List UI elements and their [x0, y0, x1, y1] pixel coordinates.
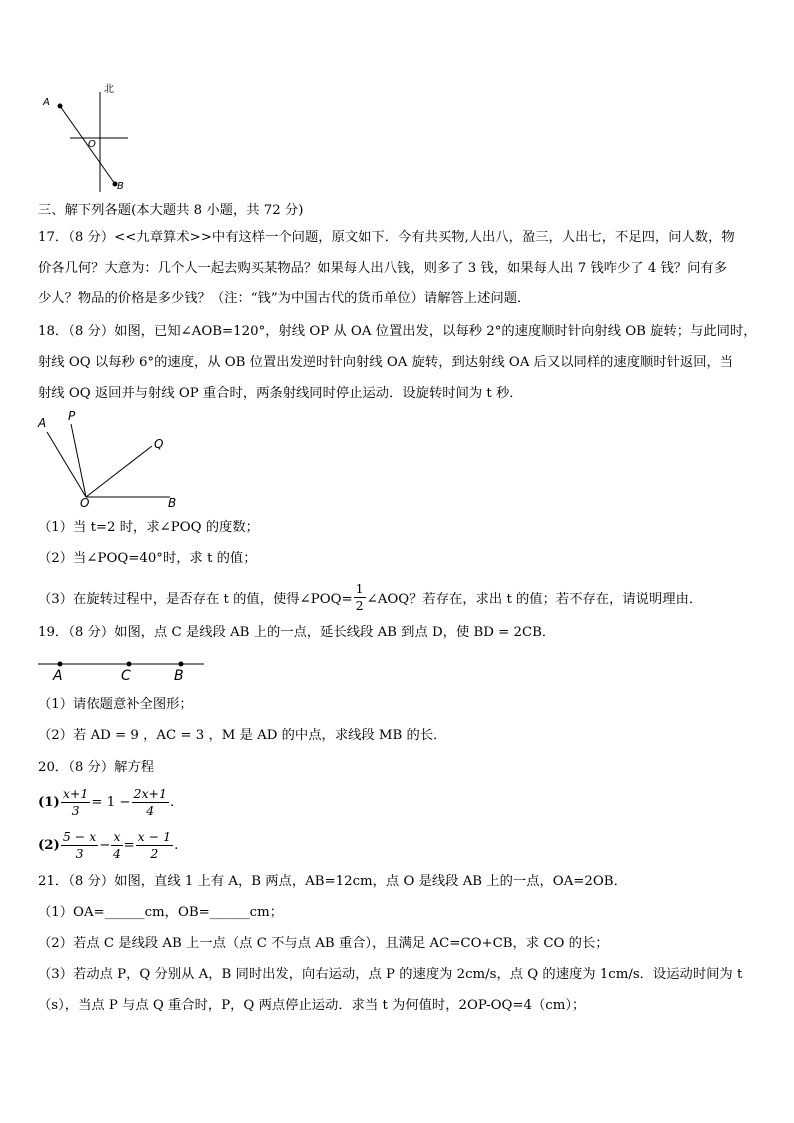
q18-line2: 射线 OQ 以每秒 6°的速度，从 OB 位置出发逆时针向射线 OA 旋转，到达射线 OA 后又以同样的速度顺时针返回，当	[38, 355, 734, 370]
segment-c-label: C	[121, 668, 131, 684]
angle-p-label: P	[68, 409, 76, 423]
q18-line1: 18．（8 分）如图，已知∠AOB=120°，射线 OP 从 OA 位置出发，以每秒 2°的速度顺时针向射线 OB 旋转；与此同时，	[38, 324, 757, 339]
segment-a-label: A	[53, 668, 63, 684]
q20-eq1-label: (1)	[38, 794, 60, 810]
angle-o-label: O	[80, 496, 90, 510]
q20-eq1-num2: 2x+1	[133, 785, 167, 801]
q20-eq2-end: .	[174, 837, 179, 853]
q20-eq2-num3: x − 1	[137, 828, 172, 844]
q20-eq1-end: .	[169, 794, 175, 810]
q18-sub2: （2）当∠POQ=40°时，求 t 的值；	[38, 551, 257, 566]
q20-eq2-op: −	[99, 837, 111, 853]
q20-eq2-den2: 4	[112, 845, 121, 861]
q20-eq2-num1: 5 − x	[62, 828, 97, 844]
q20-eq2-frac1	[61, 829, 98, 862]
q19-line1: 19．（8 分）如图，点 C 是线段 AB 上的一点，延长线段 AB 到点 D，使 BD = 2CB．	[38, 625, 556, 640]
q20-line1: 20．（8 分）解方程	[38, 760, 155, 775]
point-o-label: O	[88, 139, 96, 150]
angle-a-label: A	[38, 416, 47, 430]
q21-line1: 21．（8 分）如图，直线 1 上有 A，B 两点，AB=12cm，点 O 是线段 AB 上的一点，OA=2OB．	[38, 874, 627, 889]
q20-eq2-den3: 2	[150, 845, 159, 861]
q20-eq2-eq: =	[123, 837, 135, 853]
angle-q-label: Q	[154, 437, 164, 451]
q21-sub2: （2）若点 C 是线段 AB 上一点（点 C 不与点 AB 重合），且满足 AC=CO+CB，求 CO 的长；	[38, 936, 609, 951]
segment-b-label: B	[174, 668, 184, 684]
q17-line1: 17．（8 分）<<九章算术>>中有这样一个问题，原文如下．今有共买物,人出八，盈三，人出七，不足四，问人数，物	[38, 230, 735, 245]
q20-eq1-den2: 4	[146, 802, 155, 818]
section-heading: 三、解下列各题(本大题共 8 小题，共 72 分)	[38, 203, 304, 218]
angle-b-label: B	[168, 496, 177, 510]
q18-sub3-pre: （3）在旋转过程中，是否存在 t 的值，使得∠POQ=	[38, 591, 353, 607]
q17-line3: 少人？物品的价格是多少钱？（注：“钱”为中国古代的货币单位）请解答上述问题．	[38, 291, 531, 306]
q21-sub3a: （3）若动点 P，Q 分别从 A，B 同时出发，向右运动，点 P 的速度为 2cm/s，点 Q 的速度为 1cm/s．设运动时间为 t	[38, 967, 743, 982]
q18-sub3-den: 2	[355, 597, 364, 613]
q18-line3: 射线 OQ 返回并与射线 OP 重合时，两条射线同时停止运动．设旋转时间为 t 秒．	[38, 386, 523, 401]
q20-eq2-label: (2)	[38, 837, 60, 853]
q20-eq1-den1: 3	[71, 802, 80, 818]
q20-eq2-frac3	[136, 829, 173, 862]
q20-eq2-frac2	[111, 829, 122, 862]
q19-sub2: （2）若 AD = 9 ，AC = 3 ，M 是 AD 的中点，求线段 MB 的长．	[38, 728, 447, 743]
q21-sub1: （1）OA=______cm，OB=______cm；	[38, 905, 283, 920]
point-b-label: B	[117, 181, 124, 192]
q20-eq1-frac2	[132, 786, 169, 819]
q18-sub3-post: ∠AOQ？若存在，求出 t 的值；若不存在，请说明理由．	[366, 591, 703, 607]
q18-sub3-num: 1	[355, 580, 364, 596]
q20-eq1-frac1	[61, 786, 90, 819]
q18-sub1: （1）当 t=2 时，求∠POQ 的度数；	[38, 520, 259, 535]
q20-eq1	[38, 783, 174, 821]
q20-eq1-num1: x+1	[62, 785, 89, 801]
q19-sub1: （1）请依题意补全图形；	[38, 697, 193, 712]
point-a-label: A	[43, 97, 50, 108]
q17-line2: 价各几何？大意为：几个人一起去购买某物品？如果每人出八钱，则多了 3 钱，如果每人出 7 钱咋少了 4 钱？问有多	[38, 261, 727, 276]
q20-eq2-den1: 3	[75, 845, 84, 861]
q20-eq2-num2: x	[113, 828, 121, 844]
q20-eq2	[38, 826, 178, 864]
q20-eq1-mid: = 1 −	[91, 794, 131, 810]
q21-sub3b: （s），当点 P 与点 Q 重合时，P，Q 两点停止运动．求当 t 为何值时，2OP-OQ=4（cm）；	[38, 998, 586, 1013]
north-label: 北	[104, 84, 114, 95]
